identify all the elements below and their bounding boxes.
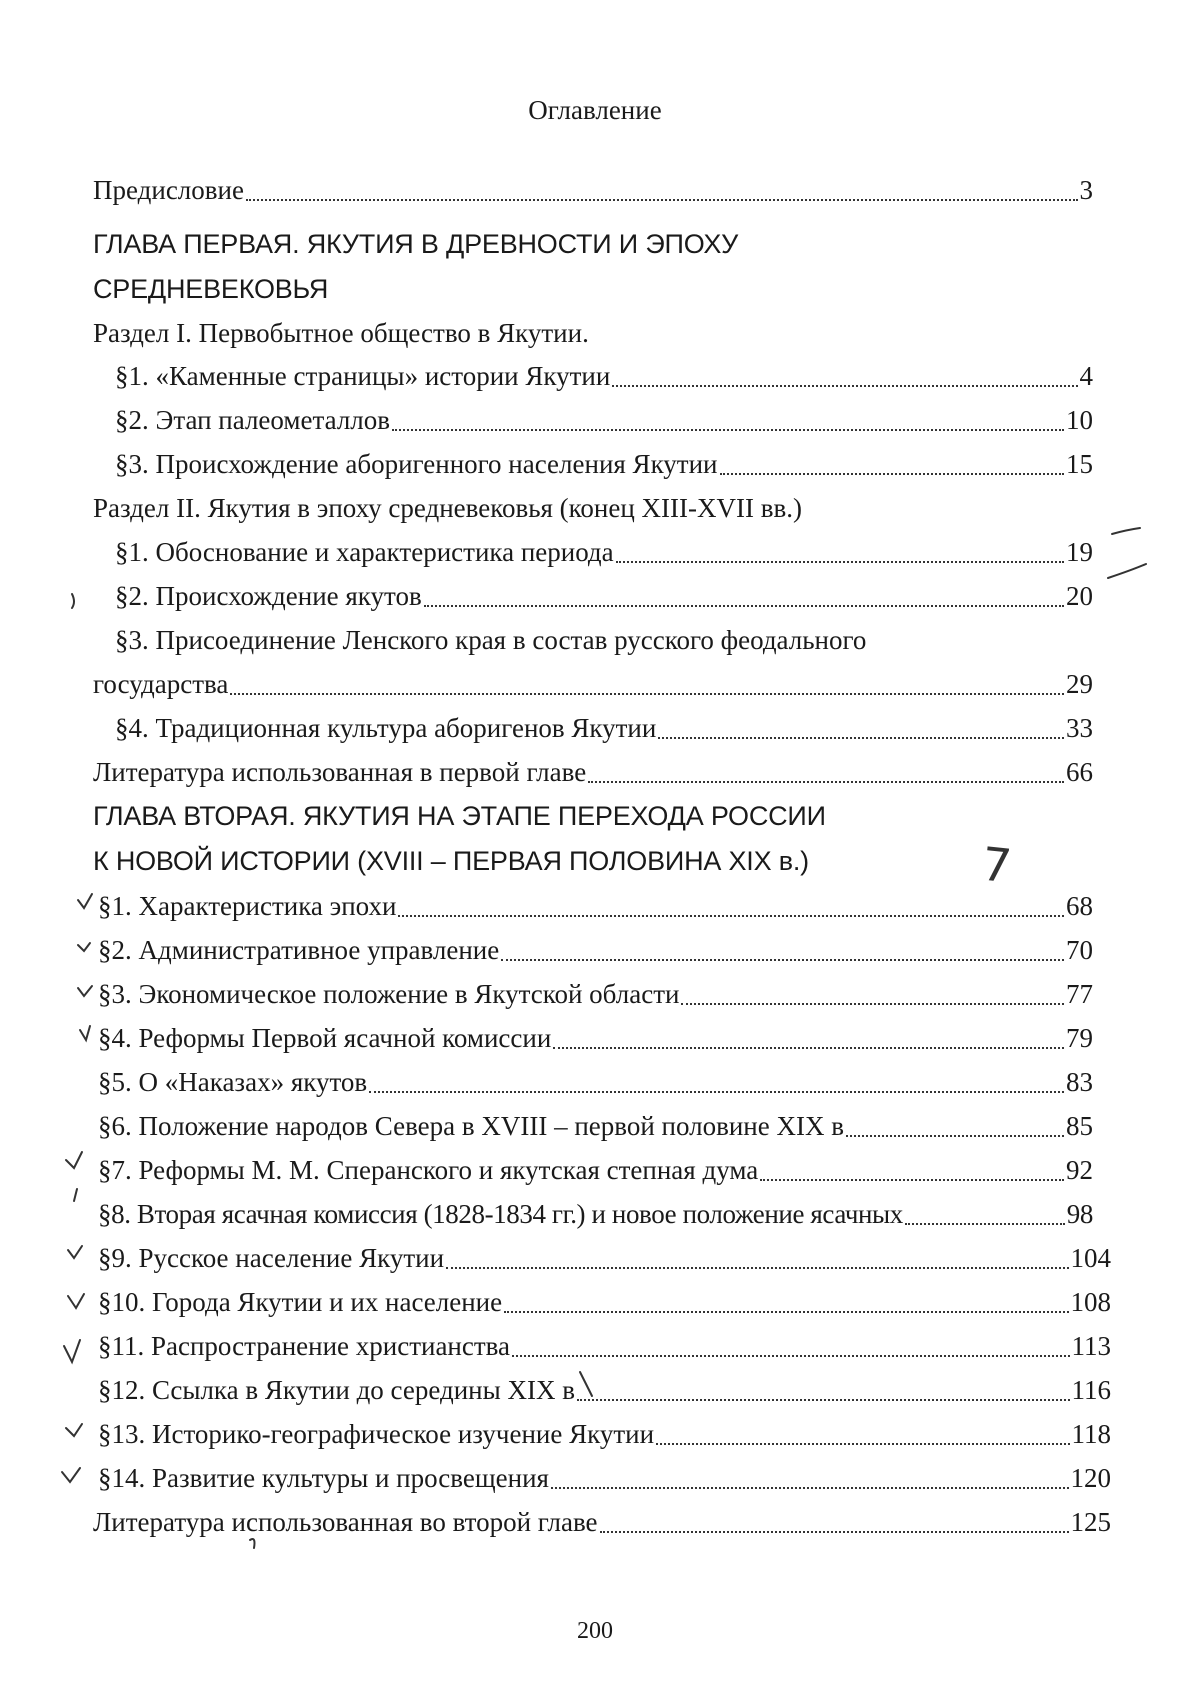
toc-entry-page: 19: [1066, 537, 1093, 567]
bracket-mark: [72, 594, 74, 608]
toc-entry-label-line1: §3. Присоединение Ленского края в состав русского феодального: [115, 625, 867, 655]
toc-entry-page: 20: [1066, 581, 1093, 611]
check-mark: [62, 1468, 80, 1482]
check-mark: [66, 1424, 82, 1436]
toc-entry-label: государства: [93, 669, 229, 699]
toc-entry-label: §14. Развитие культуры и просвещения: [98, 1463, 549, 1493]
leader-dots: [616, 561, 1064, 563]
toc-entry-label: §4. Реформы Первой ясачной комиссии: [98, 1023, 552, 1053]
toc-entry: [98, 1150, 1093, 1190]
toc-entry-label: §7. Реформы М. М. Сперанского и якутская степная дума: [98, 1155, 759, 1185]
handwritten-number: 7: [979, 836, 1015, 894]
leader-dots: [612, 385, 1077, 387]
check-mark: [78, 894, 92, 908]
toc-entry-page: 29: [1066, 669, 1093, 699]
check-mark: [66, 1152, 82, 1168]
toc-entry: [98, 974, 1093, 1014]
toc-entry: [98, 1370, 1111, 1410]
leader-dots: [446, 1267, 1068, 1269]
toc-entry-page: 104: [1070, 1243, 1111, 1273]
toc-entry-page: 4: [1079, 361, 1093, 391]
leader-dots: [392, 429, 1064, 431]
toc-entry-label: §10. Города Якутии и их население: [98, 1287, 503, 1317]
toc-entry-label: §1. Характеристика эпохи: [98, 891, 397, 921]
stroke-mark: [1112, 528, 1140, 534]
toc-entry-page: 70: [1066, 935, 1093, 965]
toc-entry-label: Литература использованная в первой главе: [93, 757, 587, 787]
leader-dots: [846, 1135, 1064, 1137]
section-heading-1: Раздел I. Первобытное общество в Якутии.: [93, 318, 589, 348]
leader-dots: [760, 1179, 1064, 1181]
toc-entry-label: §8. Вторая ясачная комиссия (1828-1834 гг.) и новое положение ясачных: [98, 1199, 903, 1229]
leader-dots: [369, 1091, 1064, 1093]
leader-dots: [600, 1531, 1069, 1533]
leader-dots: [512, 1355, 1069, 1357]
toc-entry-label: §4. Традиционная культура аборигенов Якутии: [115, 713, 657, 743]
toc-entry-page: 3: [1079, 175, 1093, 205]
toc-entry-label: §5. О «Наказах» якутов: [98, 1067, 368, 1097]
toc-entry-page: 108: [1070, 1287, 1111, 1317]
toc-entry-label: §1. «Каменные страницы» истории Якутии: [115, 361, 611, 391]
toc-entry-page: 118: [1071, 1419, 1111, 1449]
toc-entry: [115, 532, 1093, 572]
page-number: 200: [577, 1618, 613, 1644]
page-title: Оглавление: [528, 95, 662, 125]
toc-entry-page: 79: [1066, 1023, 1093, 1053]
check-mark: [78, 943, 90, 951]
toc-entry-label: Предисловие: [93, 175, 244, 205]
check-mark: [68, 1294, 84, 1308]
toc-entry: [93, 752, 1093, 792]
toc-entry-page: 92: [1066, 1155, 1093, 1185]
toc-entry: [115, 576, 1093, 616]
leader-dots: [720, 473, 1064, 475]
check-mark: [80, 1026, 90, 1040]
toc-entry-label: §1. Обоснование и характеристика периода: [115, 537, 614, 567]
toc-entry: [93, 1502, 1111, 1542]
toc-entry-label: §13. Историко-географическое изучение Якутии: [98, 1419, 655, 1449]
toc-entry: [98, 930, 1093, 970]
toc-entry: [98, 1194, 1093, 1234]
toc-entry-page: 68: [1066, 891, 1093, 921]
toc-entry-page: 15: [1066, 449, 1093, 479]
toc-entry: [98, 886, 1093, 926]
toc-entry-label: §2. Этап палеометаллов: [115, 405, 391, 435]
toc-entry-label: §3. Происхождение аборигенного населения Якутии: [115, 449, 718, 479]
toc-entry: [115, 356, 1093, 396]
toc-entry-page: 33: [1066, 713, 1093, 743]
leader-dots: [658, 737, 1064, 739]
toc-entry-page: 66: [1066, 757, 1093, 787]
leader-dots: [905, 1223, 1065, 1225]
leader-dots: [681, 1003, 1064, 1005]
leader-dots: [504, 1311, 1068, 1313]
chapter-one-title-line2: СРЕДНЕВЕКОВЬЯ: [93, 274, 329, 304]
toc-entry-page: 77: [1066, 979, 1093, 1009]
toc-entry-page: 85: [1066, 1111, 1093, 1141]
toc-entry-preface: [93, 170, 1093, 210]
chapter-two-title-line1: ГЛАВА ВТОРАЯ. ЯКУТИЯ НА ЭТАПЕ ПЕРЕХОДА РОССИИ: [93, 801, 826, 831]
toc-entry: [98, 1106, 1093, 1146]
toc-entry-label: §11. Распространение христианства: [98, 1331, 511, 1361]
toc-entry-label: §3. Экономическое положение в Якутской области: [98, 979, 680, 1009]
leader-dots: [424, 605, 1064, 607]
toc-entry-page: 116: [1071, 1375, 1111, 1405]
toc-entry: [98, 1282, 1111, 1322]
toc-entry-page: 83: [1066, 1067, 1093, 1097]
check-mark: [74, 1189, 77, 1201]
toc-entry: [93, 664, 1093, 704]
toc-entry: [115, 444, 1093, 484]
toc-entry-page: 10: [1066, 405, 1093, 435]
leader-dots: [656, 1443, 1069, 1445]
stroke-mark: [1108, 564, 1146, 578]
toc-entry-label: §2. Происхождение якутов: [115, 581, 422, 611]
toc-entry: [98, 1414, 1111, 1454]
toc-entry-label: §9. Русское население Якутии: [98, 1243, 445, 1273]
toc-entry-label: §2. Административное управление: [98, 935, 500, 965]
leader-dots: [588, 781, 1064, 783]
leader-dots: [230, 693, 1064, 695]
toc-entry-label: Литература использованная во второй главе: [93, 1507, 598, 1537]
toc-entry: [115, 708, 1093, 748]
toc-entry-label: §12. Ссылка в Якутии до середины XIX в: [98, 1375, 575, 1405]
check-mark: [68, 1246, 82, 1258]
toc-entry-page: 125: [1070, 1507, 1111, 1537]
chapter-two-title-line2: К НОВОЙ ИСТОРИИ (XVIII – ПЕРВАЯ ПОЛОВИНА XIX в.): [93, 846, 809, 876]
toc-entry: [98, 1018, 1093, 1058]
toc-entry: [98, 1062, 1093, 1102]
leader-dots: [553, 1047, 1064, 1049]
toc-entry-page: 120: [1070, 1463, 1111, 1493]
check-mark: [64, 1340, 80, 1362]
toc-entry: [98, 1458, 1111, 1498]
toc-entry-page: 113: [1071, 1331, 1111, 1361]
chapter-one-title-line1: ГЛАВА ПЕРВАЯ. ЯКУТИЯ В ДРЕВНОСТИ И ЭПОХУ: [93, 229, 739, 259]
section-heading-2: Раздел II. Якутия в эпоху средневековья (конец XIII-XVII вв.): [93, 493, 802, 523]
check-mark: [78, 986, 92, 996]
toc-entry-page: 98: [1066, 1199, 1093, 1229]
leader-dots: [398, 915, 1064, 917]
toc-entry: [98, 1326, 1111, 1366]
leader-dots: [577, 1399, 1070, 1401]
toc-entry-label: §6. Положение народов Севера в XVIII – первой половине XIX в: [98, 1111, 844, 1141]
leader-dots: [246, 199, 1078, 201]
leader-dots: [501, 959, 1064, 961]
toc-entry: [115, 400, 1093, 440]
leader-dots: [551, 1487, 1069, 1489]
toc-entry: [98, 1238, 1111, 1278]
